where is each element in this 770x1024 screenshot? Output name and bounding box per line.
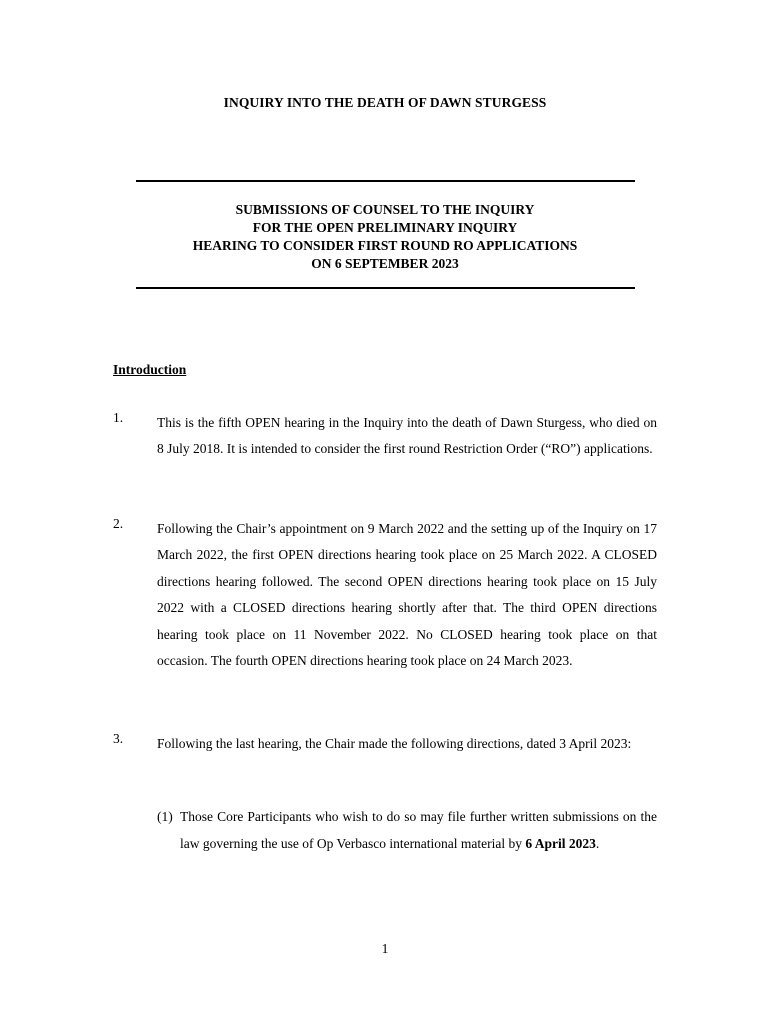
subtitle-line: HEARING TO CONSIDER FIRST ROUND RO APPLICATIONS [192, 238, 578, 253]
subparagraph-text-end: . [595, 836, 600, 851]
paragraph-text: Following the Chair’s appointment on 9 March 2022 and the setting up of the Inquiry on 17 March 2022, the first OPEN directions hearing took place on 25 March 2022. A CLOSED directions hearing followed. The second OPEN directions hearing took place on 15 July 2022 with a CLOSED directions hearing shortly after that. The third OPEN directions hearing took place on 11 November 2022. No CLOSED hearing took place on that occasion. The fourth OPEN directions hearing took place on 24 March 2023. [157, 521, 657, 669]
subparagraph-1 [157, 803, 657, 857]
paragraph-3 [113, 731, 657, 757]
bottom-divider [136, 287, 635, 289]
subtitle-line: FOR THE OPEN PRELIMINARY INQUIRY [252, 220, 518, 235]
paragraph-text: This is the fifth OPEN hearing in the Inquiry into the death of Dawn Sturgess, who died on 8 July 2018. It is intended to consider the first round Restriction Order (“RO”) applications. [157, 415, 657, 457]
subtitle-line: SUBMISSIONS OF COUNSEL TO THE INQUIRY [235, 202, 535, 217]
paragraph-text: Following the last hearing, the Chair made the following directions, dated 3 April 2023: [157, 736, 632, 751]
subparagraph-text [157, 803, 657, 857]
paragraph-1 [113, 410, 657, 463]
paragraph-number: 2. [113, 516, 124, 531]
paragraph-number: 1. [113, 410, 124, 425]
document-subtitle [0, 201, 770, 273]
subtitle-line: ON 6 SEPTEMBER 2023 [311, 256, 459, 271]
subparagraph-text-main: Those Core Participants who wish to do so may file further written submissions on the law governing the use of Op Verbasco international material by [180, 809, 657, 851]
top-divider [136, 180, 635, 182]
subparagraph-date: 6 April 2023 [525, 836, 596, 851]
page-number: 1 [381, 941, 389, 956]
subparagraph-marker: (1) [157, 809, 173, 824]
section-heading-introduction: Introduction [113, 362, 187, 377]
document-title: INQUIRY INTO THE DEATH OF DAWN STURGESS [223, 95, 547, 110]
paragraph-number: 3. [113, 731, 124, 746]
paragraph-2 [113, 516, 657, 674]
